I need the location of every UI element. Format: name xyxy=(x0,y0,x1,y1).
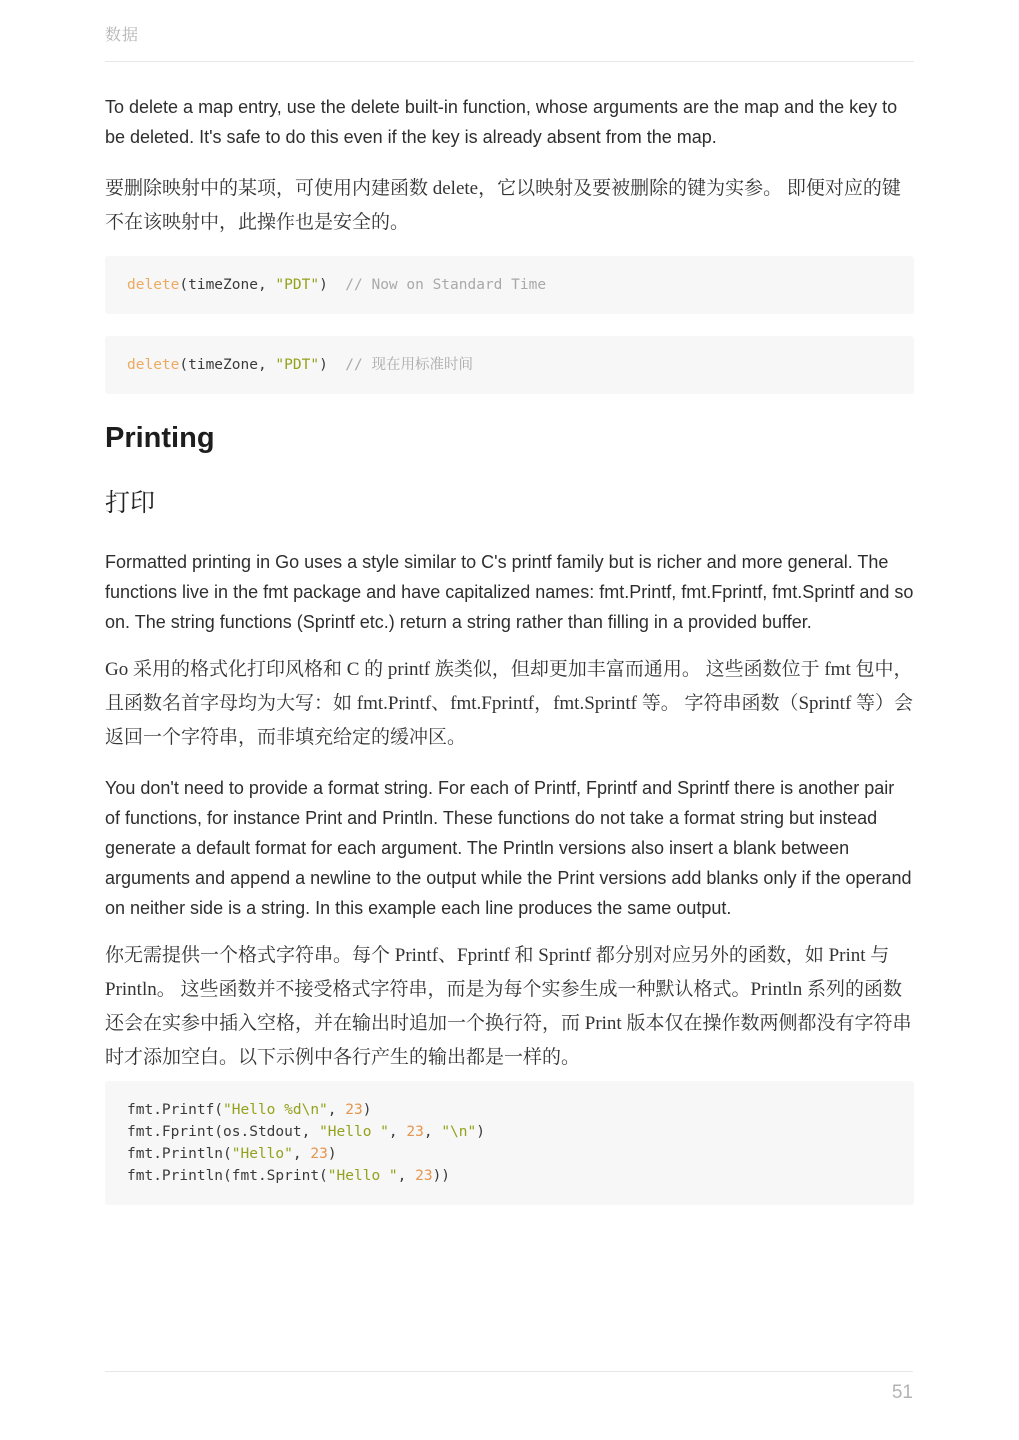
code-line: delete(timeZone, "PDT") // 现在用标准时间 xyxy=(127,357,473,373)
paragraph-printing-2-en: You don't need to provide a format string. For each of Printf, Fprintf and Sprintf there is another pair of functions, for instance Print and Println. These functions do not take a format string but instead generate a default format for each argument. The Println versions also insert a blank between arguments and append a newline to the output while the Print versions add blanks only if the operand on neither side is a string. In this example each line produces the same output. xyxy=(105,778,912,918)
code-line: delete(timeZone, "PDT") // Now on Standard Time xyxy=(127,277,547,293)
page-footer xyxy=(105,1371,913,1404)
code-line: fmt.Println(fmt.Sprint("Hello ", 23)) xyxy=(127,1168,451,1184)
code-block-fmt-examples xyxy=(105,1081,914,1205)
code-line: fmt.Printf("Hello %d\n", 23) xyxy=(127,1102,372,1118)
page-number: 51 xyxy=(891,1382,913,1403)
running-header xyxy=(105,0,914,62)
code-block-delete-en xyxy=(105,256,914,314)
section-heading-printing-zh: 打印 xyxy=(105,490,156,517)
paragraph-printing-1-zh: Go 采用的格式化打印风格和 C 的 printf 族类似，但却更加丰富而通用。 这些函数位于 fmt 包中，且函数名首字母均为大写：如 fmt.Printf、fmt.Fprintf，fmt.Sprintf 等。 字符串函数（Sprintf 等）会返回一个字符串，而非填充给定的缓冲区。 xyxy=(105,659,914,748)
code-block-delete-zh xyxy=(105,336,914,394)
code-line: fmt.Println("Hello", 23) xyxy=(127,1146,337,1162)
running-header-title: 数据 xyxy=(105,27,140,44)
code-line: fmt.Fprint(os.Stdout, "Hello ", 23, "\n") xyxy=(127,1124,485,1140)
section-heading-printing: Printing xyxy=(105,422,215,454)
paragraph-map-delete-zh: 要删除映射中的某项，可使用内建函数 delete，它以映射及要被删除的键为实参。 即便对应的键不在该映射中，此操作也是安全的。 xyxy=(105,178,901,233)
paragraph-map-delete-en: To delete a map entry, use the delete built-in function, whose arguments are the map and the key to be deleted. It's safe to do this even if the key is already absent from the map. xyxy=(105,97,898,147)
paragraph-printing-2-zh: 你无需提供一个格式字符串。每个 Printf、Fprintf 和 Sprintf 都分别对应另外的函数，如 Print 与 Println。 这些函数并不接受格式字符串，而是为每个实参生成一种默认格式。Println 系列的函数还会在实参中插入空格，并在输出时追加一个换行符，而 Print 版本仅在操作数两侧都没有字符串时才添加空白。以下示例中各行产生的输出都是一样的。 xyxy=(105,945,912,1068)
paragraph-printing-1-en: Formatted printing in Go uses a style similar to C's printf family but is richer and more general. The functions live in the fmt package and have capitalized names: fmt.Printf, fmt.Fprintf, fmt.Sprintf and so on. The string functions (Sprintf etc.) return a string rather than filling in a provided buffer. xyxy=(105,552,914,632)
